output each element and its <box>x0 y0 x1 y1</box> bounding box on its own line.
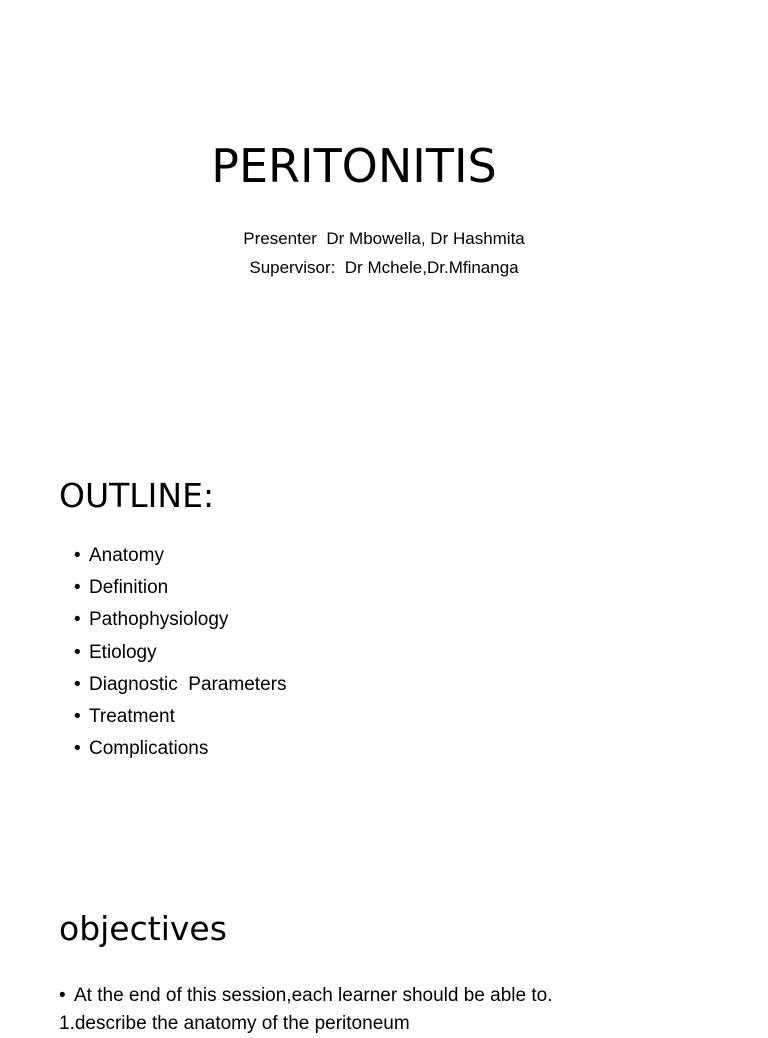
objectives-body <box>59 982 552 1038</box>
objectives-line-1: 1.describe the anatomy of the peritoneum <box>59 1013 410 1034</box>
objectives-intro <box>59 982 552 1010</box>
supervisor-line: Supervisor: Dr Mchele,Dr.Mfinanga <box>249 258 519 277</box>
outline-item-label: Anatomy <box>89 545 164 566</box>
bullet-icon: • <box>74 609 81 631</box>
outline-item-label: Etiology <box>89 641 157 663</box>
list-item <box>74 637 286 669</box>
outline-list <box>74 540 286 765</box>
list-item <box>74 733 286 765</box>
outline-item-label: Treatment <box>89 706 175 728</box>
bullet-icon: • <box>74 673 81 695</box>
outline-item-label: Complications <box>89 738 209 760</box>
bullet-icon: • <box>59 985 66 1006</box>
outline-item-label: Diagnostic Parameters <box>89 673 287 695</box>
outline-item-label: Pathophysiology <box>89 609 229 631</box>
bullet-icon: • <box>74 577 81 599</box>
list-item <box>74 604 286 636</box>
list-item <box>74 701 286 733</box>
outline-heading: OUTLINE: <box>59 476 215 515</box>
list-item <box>74 540 286 572</box>
outline-item-label: Definition <box>89 577 169 599</box>
bullet-icon: • <box>74 545 81 566</box>
slide-title: PERITONITIS <box>211 139 497 193</box>
bullet-icon: • <box>74 706 81 728</box>
presenter-line: Presenter Dr Mbowella, Dr Hashmita <box>243 229 525 248</box>
bullet-icon: • <box>74 738 81 760</box>
objectives-intro-text: At the end of this session,each learner should be able to. <box>74 985 553 1006</box>
list-item <box>74 572 286 604</box>
bullet-icon: • <box>74 641 81 663</box>
list-item <box>74 669 286 701</box>
objectives-heading: objectives <box>59 909 227 948</box>
